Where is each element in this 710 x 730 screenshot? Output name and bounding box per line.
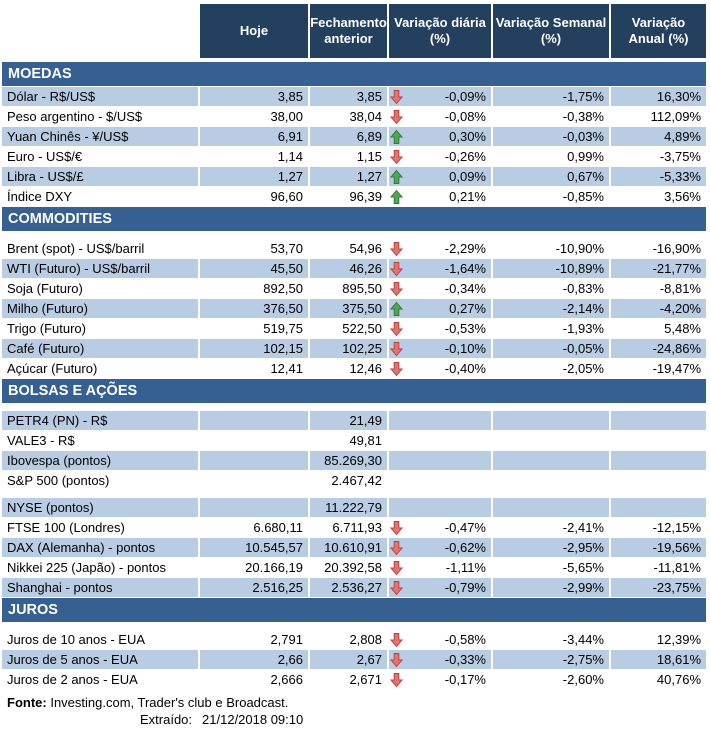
table-row [2, 670, 706, 690]
section-header-commodities: COMMODITIES [2, 207, 706, 232]
cell-variacao-semanal: -2,05% [493, 359, 611, 378]
cell-variacao-anual: -11,81% [611, 558, 706, 577]
table-row [2, 87, 706, 107]
cell-hoje [200, 411, 310, 430]
cell-hoje: 3,85 [200, 87, 310, 106]
table-row [2, 498, 706, 518]
down-arrow-icon [390, 149, 403, 164]
cell-variacao-diaria [389, 411, 493, 430]
cell-variacao-semanal: -0,85% [493, 187, 611, 206]
table-footer [2, 690, 710, 730]
cell-hoje: 20.166,19 [200, 558, 310, 577]
table-row [2, 107, 706, 127]
cell-variacao-anual: 40,76% [611, 670, 706, 689]
extraido-value: 21/12/2018 09:10 [202, 712, 304, 727]
row-label: Brent (spot) - US$/barril [2, 239, 200, 258]
cell-hoje: 2,66 [200, 650, 310, 669]
down-arrow-icon [390, 109, 403, 124]
cell-hoje [200, 431, 310, 450]
row-gap [2, 491, 706, 498]
table-row [2, 471, 706, 491]
cell-variacao-semanal: -0,38% [493, 107, 611, 126]
section-header-moedas: MOEDAS [2, 62, 706, 87]
cell-fechamento-anterior: 12,46 [310, 359, 389, 378]
cell-fechamento-anterior: 21,49 [310, 411, 389, 430]
cell-variacao-semanal [493, 471, 611, 490]
row-label: Café (Futuro) [2, 339, 200, 358]
variacao-diaria-value: -2,29% [444, 241, 486, 256]
down-arrow-icon [390, 261, 403, 276]
table-row [2, 339, 706, 359]
table-row [2, 451, 706, 471]
cell-variacao-diaria [389, 107, 493, 126]
variacao-diaria-value: -0,09% [444, 89, 486, 104]
cell-hoje: 2.516,25 [200, 578, 310, 597]
cell-fechamento-anterior: 38,04 [310, 107, 389, 126]
cell-variacao-diaria [389, 498, 493, 517]
cell-hoje: 1,14 [200, 147, 310, 166]
cell-variacao-diaria [389, 87, 493, 106]
cell-hoje: 10.545,57 [200, 538, 310, 557]
down-arrow-icon [390, 560, 403, 575]
table-row [2, 187, 706, 207]
cell-hoje [200, 498, 310, 517]
table-row [2, 299, 706, 319]
cell-fechamento-anterior: 3,85 [310, 87, 389, 106]
table-row [2, 431, 706, 451]
variacao-diaria-value: 0,09% [449, 169, 486, 184]
cell-variacao-anual: -4,20% [611, 299, 706, 318]
cell-hoje: 38,00 [200, 107, 310, 126]
variacao-diaria-value: -0,79% [444, 580, 486, 595]
cell-variacao-diaria [389, 319, 493, 338]
down-arrow-icon [390, 241, 403, 256]
cell-variacao-diaria [389, 339, 493, 358]
cell-variacao-semanal: -1,93% [493, 319, 611, 338]
cell-variacao-anual: -8,81% [611, 279, 706, 298]
up-arrow-icon [390, 129, 403, 144]
row-label: FTSE 100 (Londres) [2, 518, 200, 537]
cell-hoje: 6.680,11 [200, 518, 310, 537]
cell-fechamento-anterior: 96,39 [310, 187, 389, 206]
cell-variacao-diaria [389, 670, 493, 689]
source-label: Fonte: [7, 695, 47, 710]
cell-hoje: 6,91 [200, 127, 310, 146]
down-arrow-icon [390, 341, 403, 356]
section-gap [2, 623, 706, 630]
cell-variacao-semanal: -2,41% [493, 518, 611, 537]
variacao-diaria-value: -0,34% [444, 281, 486, 296]
cell-fechamento-anterior: 85.269,30 [310, 451, 389, 470]
cell-fechamento-anterior: 2,67 [310, 650, 389, 669]
cell-variacao-anual: -19,47% [611, 359, 706, 378]
cell-hoje [200, 471, 310, 490]
table-row [2, 167, 706, 187]
row-label: Trigo (Futuro) [2, 319, 200, 338]
row-label: VALE3 - R$ [2, 431, 200, 450]
cell-variacao-semanal: 0,67% [493, 167, 611, 186]
cell-variacao-semanal: -2,14% [493, 299, 611, 318]
col-header-fechamento-anterior: Fechamento anterior [310, 4, 389, 58]
cell-hoje: 376,50 [200, 299, 310, 318]
cell-variacao-anual: 4,89% [611, 127, 706, 146]
cell-variacao-anual [611, 471, 706, 490]
table-row [2, 578, 706, 598]
variacao-diaria-value: -1,64% [444, 261, 486, 276]
cell-variacao-anual: 16,30% [611, 87, 706, 106]
cell-variacao-diaria [389, 239, 493, 258]
down-arrow-icon [390, 361, 403, 376]
cell-variacao-diaria [389, 630, 493, 649]
cell-variacao-diaria [389, 518, 493, 537]
variacao-diaria-value: -0,58% [444, 632, 486, 647]
down-arrow-icon [390, 632, 403, 647]
cell-variacao-anual [611, 498, 706, 517]
row-label: S&P 500 (pontos) [2, 471, 200, 490]
row-label: Shanghai - pontos [2, 578, 200, 597]
cell-fechamento-anterior: 54,96 [310, 239, 389, 258]
table-row [2, 279, 706, 299]
row-label: Milho (Futuro) [2, 299, 200, 318]
cell-hoje: 892,50 [200, 279, 310, 298]
col-header-hoje: Hoje [200, 4, 310, 58]
cell-variacao-semanal: -2,60% [493, 670, 611, 689]
table-row [2, 411, 706, 431]
col-header-variacao-semanal: Variação Semanal (%) [493, 4, 611, 58]
cell-variacao-anual [611, 451, 706, 470]
cell-variacao-anual: -16,90% [611, 239, 706, 258]
cell-variacao-semanal: -0,05% [493, 339, 611, 358]
cell-fechamento-anterior: 522,50 [310, 319, 389, 338]
cell-fechamento-anterior: 6.711,93 [310, 518, 389, 537]
cell-hoje: 2,666 [200, 670, 310, 689]
cell-variacao-diaria [389, 147, 493, 166]
row-label: Euro - US$/€ [2, 147, 200, 166]
table-body [2, 62, 710, 690]
row-label: Juros de 2 anos - EUA [2, 670, 200, 689]
cell-variacao-semanal: 0,99% [493, 147, 611, 166]
row-label: Açúcar (Futuro) [2, 359, 200, 378]
cell-variacao-semanal: -3,44% [493, 630, 611, 649]
cell-variacao-diaria [389, 127, 493, 146]
table-row [2, 538, 706, 558]
section-gap [2, 232, 706, 239]
cell-variacao-diaria [389, 471, 493, 490]
cell-variacao-diaria [389, 650, 493, 669]
row-label: DAX (Alemanha) - pontos [2, 538, 200, 557]
table-row [2, 259, 706, 279]
cell-fechamento-anterior: 895,50 [310, 279, 389, 298]
header-corner-cell [2, 4, 200, 58]
cell-variacao-anual [611, 411, 706, 430]
cell-fechamento-anterior: 10.610,91 [310, 538, 389, 557]
cell-fechamento-anterior: 2,671 [310, 670, 389, 689]
row-label: Dólar - R$/US$ [2, 87, 200, 106]
down-arrow-icon [390, 281, 403, 296]
cell-variacao-anual: 112,09% [611, 107, 706, 126]
variacao-diaria-value: 0,21% [449, 189, 486, 204]
variacao-diaria-value: 0,30% [449, 129, 486, 144]
table-row [2, 558, 706, 578]
cell-variacao-anual [611, 431, 706, 450]
cell-variacao-semanal: -0,03% [493, 127, 611, 146]
row-label: Yuan Chinês - ¥/US$ [2, 127, 200, 146]
down-arrow-icon [390, 540, 403, 555]
table-row [2, 359, 706, 379]
cell-variacao-anual: 3,56% [611, 187, 706, 206]
down-arrow-icon [390, 520, 403, 535]
cell-hoje: 102,15 [200, 339, 310, 358]
up-arrow-icon [390, 169, 403, 184]
table-row [2, 650, 706, 670]
section-header-juros: JUROS [2, 598, 706, 623]
down-arrow-icon [390, 652, 403, 667]
cell-variacao-diaria [389, 451, 493, 470]
row-label: Peso argentino - $/US$ [2, 107, 200, 126]
up-arrow-icon [390, 301, 403, 316]
source-note [7, 694, 710, 711]
cell-fechamento-anterior: 2.467,42 [310, 471, 389, 490]
row-label: NYSE (pontos) [2, 498, 200, 517]
cell-variacao-semanal: -10,90% [493, 239, 611, 258]
variacao-diaria-value: -0,47% [444, 520, 486, 535]
table-row [2, 518, 706, 538]
cell-fechamento-anterior: 1,27 [310, 167, 389, 186]
table-row [2, 319, 706, 339]
cell-hoje: 519,75 [200, 319, 310, 338]
up-arrow-icon [390, 189, 403, 204]
variacao-diaria-value: -1,11% [445, 560, 486, 575]
down-arrow-icon [390, 580, 403, 595]
row-label: Juros de 5 anos - EUA [2, 650, 200, 669]
cell-variacao-diaria [389, 431, 493, 450]
variacao-diaria-value: -0,08% [444, 109, 486, 124]
cell-variacao-semanal [493, 431, 611, 450]
table-row [2, 630, 706, 650]
row-label: Nikkei 225 (Japão) - pontos [2, 558, 200, 577]
cell-variacao-diaria [389, 578, 493, 597]
cell-variacao-semanal: -2,75% [493, 650, 611, 669]
variacao-diaria-value: -0,53% [444, 321, 486, 336]
variacao-diaria-value: 0,27% [449, 301, 486, 316]
cell-variacao-semanal: -1,75% [493, 87, 611, 106]
row-label: Juros de 10 anos - EUA [2, 630, 200, 649]
extraido-label: Extraído: [140, 712, 193, 727]
cell-fechamento-anterior: 46,26 [310, 259, 389, 278]
cell-variacao-semanal: -2,99% [493, 578, 611, 597]
cell-fechamento-anterior: 2.536,27 [310, 578, 389, 597]
cell-variacao-anual: -3,75% [611, 147, 706, 166]
cell-variacao-anual: -23,75% [611, 578, 706, 597]
section-header-bolsas-e-acoes: BOLSAS E AÇÕES [2, 379, 706, 404]
cell-hoje: 12,41 [200, 359, 310, 378]
cell-hoje: 2,791 [200, 630, 310, 649]
table-row [2, 239, 706, 259]
cell-fechamento-anterior: 102,25 [310, 339, 389, 358]
cell-hoje: 45,50 [200, 259, 310, 278]
cell-variacao-semanal: -0,83% [493, 279, 611, 298]
cell-variacao-diaria [389, 187, 493, 206]
row-label: Índice DXY [2, 187, 200, 206]
cell-variacao-anual: -5,33% [611, 167, 706, 186]
cell-fechamento-anterior: 6,89 [310, 127, 389, 146]
cell-variacao-semanal [493, 451, 611, 470]
col-header-variacao-anual: Variação Anual (%) [611, 4, 706, 58]
cell-hoje: 96,60 [200, 187, 310, 206]
cell-variacao-semanal [493, 498, 611, 517]
variacao-diaria-value: -0,17% [444, 672, 486, 687]
row-label: Ibovespa (pontos) [2, 451, 200, 470]
variacao-diaria-value: -0,40% [444, 361, 486, 376]
cell-fechamento-anterior: 20.392,58 [310, 558, 389, 577]
cell-variacao-diaria [389, 558, 493, 577]
cell-hoje: 53,70 [200, 239, 310, 258]
cell-variacao-anual: -12,15% [611, 518, 706, 537]
cell-variacao-diaria [389, 359, 493, 378]
table-row [2, 127, 706, 147]
down-arrow-icon [390, 89, 403, 104]
row-label: PETR4 (PN) - R$ [2, 411, 200, 430]
cell-variacao-semanal: -5,65% [493, 558, 611, 577]
cell-variacao-anual: -19,56% [611, 538, 706, 557]
variacao-diaria-value: -0,62% [444, 540, 486, 555]
cell-variacao-diaria [389, 279, 493, 298]
cell-hoje: 1,27 [200, 167, 310, 186]
row-label: Libra - US$/£ [2, 167, 200, 186]
cell-variacao-anual: 12,39% [611, 630, 706, 649]
variacao-diaria-value: -0,33% [444, 652, 486, 667]
cell-variacao-semanal [493, 411, 611, 430]
cell-hoje [200, 451, 310, 470]
variacao-diaria-value: -0,10% [444, 341, 486, 356]
cell-variacao-semanal: -2,95% [493, 538, 611, 557]
cell-variacao-anual: 18,61% [611, 650, 706, 669]
col-header-variacao-diaria: Variação diária (%) [389, 4, 493, 58]
cell-variacao-anual: -24,86% [611, 339, 706, 358]
table-row [2, 147, 706, 167]
cell-fechamento-anterior: 375,50 [310, 299, 389, 318]
cell-fechamento-anterior: 1,15 [310, 147, 389, 166]
cell-variacao-anual: 5,48% [611, 319, 706, 338]
table-header [2, 4, 706, 58]
section-gap [2, 404, 706, 411]
cell-variacao-semanal: -10,89% [493, 259, 611, 278]
source-text: Investing.com, Trader's club e Broadcast. [46, 695, 289, 710]
cell-fechamento-anterior: 2,808 [310, 630, 389, 649]
cell-fechamento-anterior: 11.222,79 [310, 498, 389, 517]
cell-variacao-diaria [389, 538, 493, 557]
cell-variacao-anual: -21,77% [611, 259, 706, 278]
cell-variacao-diaria [389, 259, 493, 278]
row-label: Soja (Futuro) [2, 279, 200, 298]
row-label: WTI (Futuro) - US$/barril [2, 259, 200, 278]
variacao-diaria-value: -0,26% [444, 149, 486, 164]
down-arrow-icon [390, 321, 403, 336]
cell-variacao-diaria [389, 167, 493, 186]
cell-fechamento-anterior: 49,81 [310, 431, 389, 450]
cell-variacao-diaria [389, 299, 493, 318]
extraction-timestamp [140, 711, 710, 728]
down-arrow-icon [390, 672, 403, 687]
